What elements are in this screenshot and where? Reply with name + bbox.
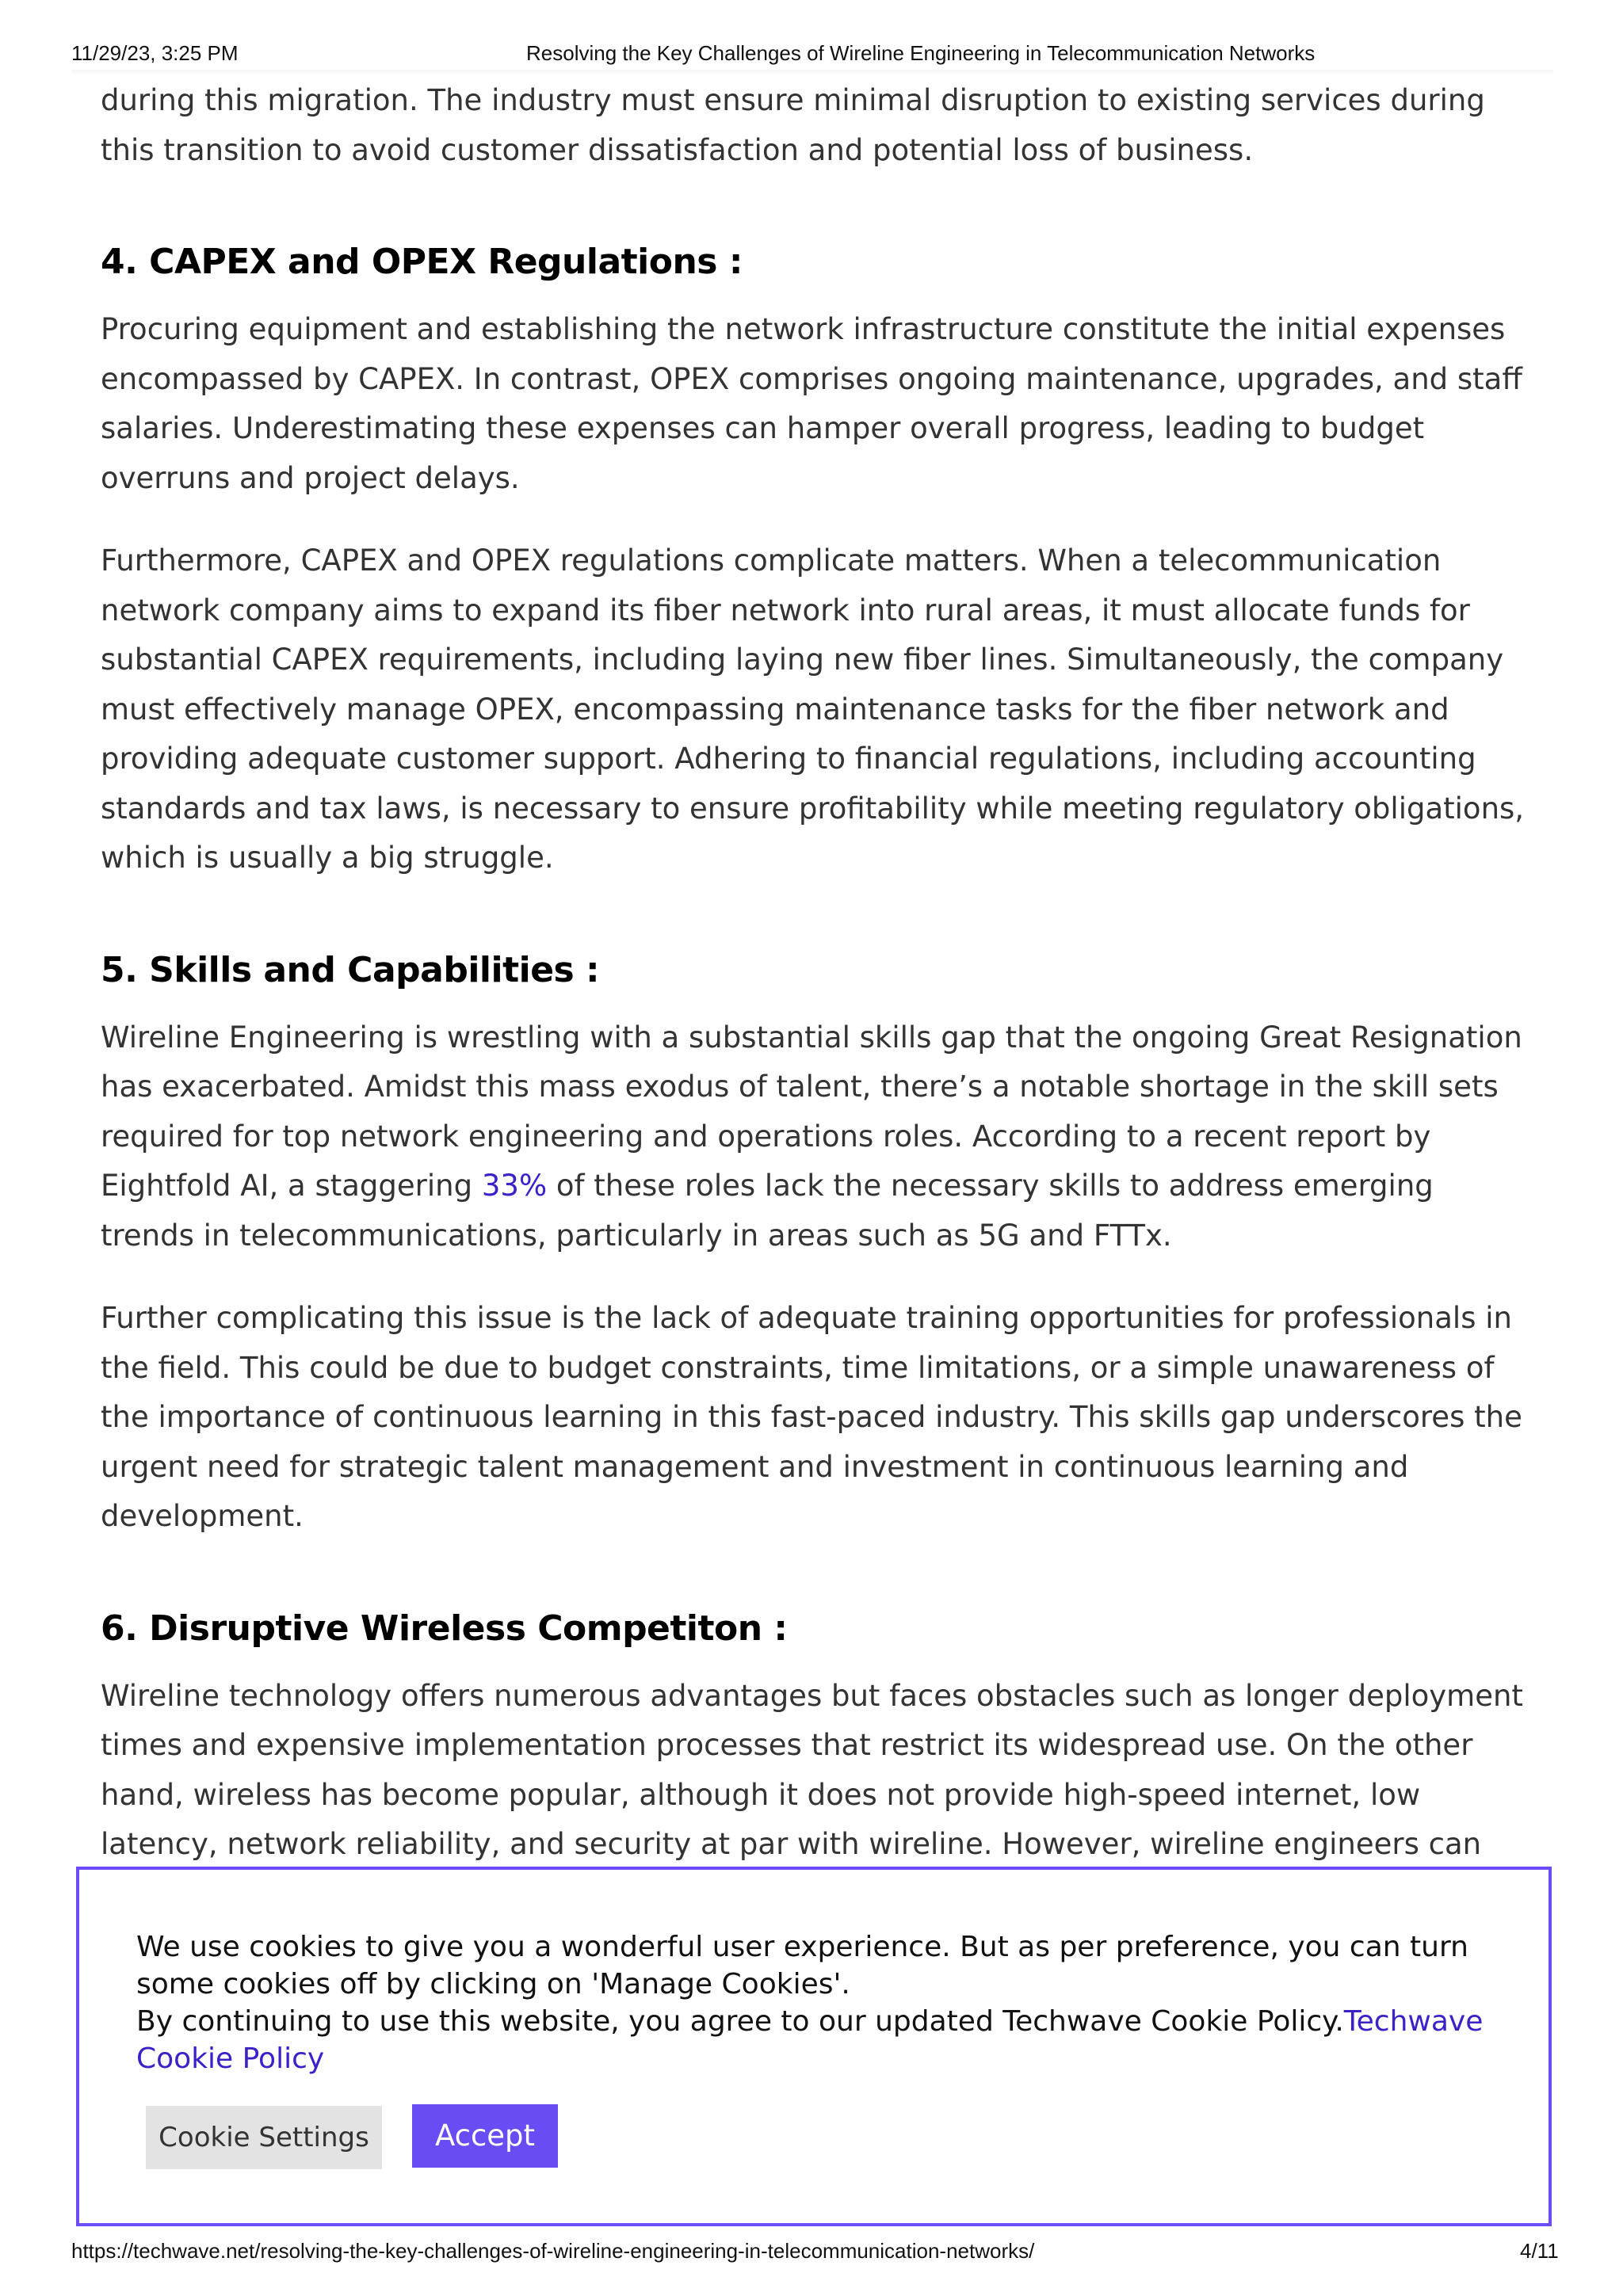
intro-continuation-paragraph: during this migration. The industry must ensure minimal disruption to existing services during this transition to avoid customer dissatisfaction and potential loss of business.: [101, 83, 1485, 167]
cookie-consent-banner: [76, 1867, 1552, 2226]
cookie-banner-line-1: We use cookies to give you a wonderful user experience. But as per preference, you can turn some cookies off by clicking on 'Manage Cookies'.: [136, 1931, 1468, 2000]
cookie-banner-text: [136, 1928, 1515, 2077]
print-header: [0, 0, 1623, 73]
section-heading-skills: 5. Skills and Capabilities :: [101, 949, 600, 990]
accept-cookies-button[interactable]: Accept: [412, 2104, 558, 2168]
skills-paragraph-1-start: Wireline Engineering is wrestling with a substantial skills gap that the ongoing Great Resignation has exacerbated. Amidst this mass exodus of talent, there’s a notable shortage in the skill sets required for top network engineering and operations roles. According to a recent report by Eightfold AI, a staggering: [101, 1020, 1522, 1203]
section-heading-capex-opex: 4. CAPEX and OPEX Regulations :: [101, 242, 743, 282]
capex-opex-paragraph-2: Furthermore, CAPEX and OPEX regulations complicate matters. When a telecommunication network company aims to expand its fiber network into rural areas, it must allocate funds for substantial CAPEX requirements, including laying new fiber lines. Simultaneously, the company must effectively manage OPEX, encompassing maintenance tasks for the fiber network and providing adequate customer support. Adhering to financial regulations, including accounting standards and tax laws, is necessary to ensure profitability while meeting regulatory obligations, which is usually a big struggle.: [101, 543, 1525, 875]
skills-paragraph-1-end: of these roles lack the necessary skills to address emerging trends in telecommunications, particularly in areas such as 5G and FTTx.: [101, 1169, 1434, 1253]
skills-paragraph-2: Further complicating this issue is the lack of adequate training opportunities for professionals in the field. This could be due to budget constraints, time limitations, or a simple unawareness of the importance of continuous learning in this fast-paced industry. This skills gap underscores the urgent need for strategic talent management and investment in continuous learning and development.: [101, 1301, 1522, 1533]
skills-paragraph-1: [101, 1013, 1535, 1261]
print-date: 11/29/23, 3:25 PM: [71, 41, 239, 65]
stat-33-percent-link[interactable]: 33%: [481, 1169, 548, 1203]
print-page-title: Resolving the Key Challenges of Wireline Engineering in Telecommunication Networks: [526, 41, 1316, 65]
page-url: https://techwave.net/resolving-the-key-challenges-of-wireline-engineering-in-telecommunication-networks/: [71, 2239, 1035, 2263]
wireless-competition-paragraph-1: Wireline technology offers numerous advantages but faces obstacles such as longer deployment times and expensive implementation processes that restrict its widespread use. On the other hand, wireless has become popular, although it does not provide high-speed internet, low latency, network reliability, and security at par with wireline. However, wireline engineers can: [101, 1678, 1523, 1861]
article-body: [101, 76, 1535, 1952]
page-number: 4/11: [1520, 2239, 1559, 2263]
capex-opex-paragraph-1: Procuring equipment and establishing the network infrastructure constitute the initial expenses encompassed by CAPEX. In contrast, OPEX comprises ongoing maintenance, upgrades, and staff salaries. Underestimating these expenses can hamper overall progress, leading to budget overruns and project delays.: [101, 312, 1522, 495]
print-footer: [0, 2239, 1623, 2271]
cookie-banner-line-2: [136, 2003, 1515, 2077]
cookie-policy-link[interactable]: Techwave Cookie Policy: [136, 2005, 1484, 2075]
section-heading-wireless-competition: 6. Disruptive Wireless Competiton :: [101, 1608, 788, 1649]
cookie-settings-button[interactable]: Cookie Settings: [146, 2106, 382, 2169]
sticky-header-band: [71, 70, 1553, 76]
cookie-policy-statement: By continuing to use this website, you agree to our updated Techwave Cookie Policy.: [136, 2005, 1344, 2038]
